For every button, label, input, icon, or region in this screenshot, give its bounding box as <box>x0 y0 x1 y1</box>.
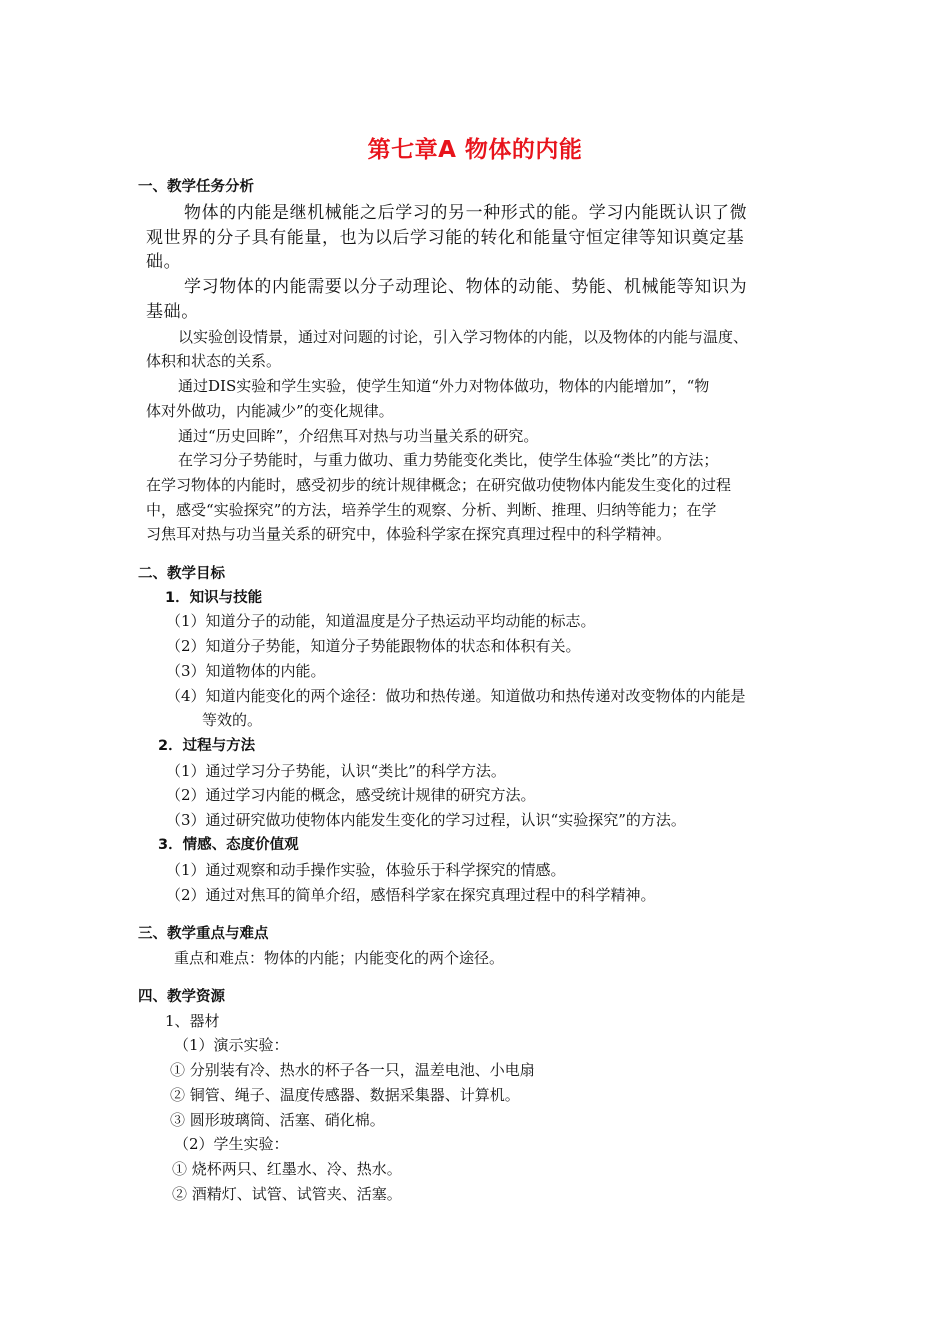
list-item: （1）通过学习分子势能，认识“类比”的科学方法。 <box>166 762 506 780</box>
subsection-heading: 1．知识与技能 <box>165 590 263 606</box>
paragraph-line: 学习物体的内能需要以分子动理论、物体的动能、势能、机械能等知识为 <box>184 277 748 297</box>
page-title: 第七章A 物体的内能 <box>367 137 583 163</box>
paragraph-line: 重点和难点：物体的内能；内能变化的两个途径。 <box>174 949 505 967</box>
paragraph-line: 以实验创设情景，通过对问题的讨论，引入学习物体的内能，以及物体的内能与温度、 <box>178 328 749 346</box>
subsection-heading: 1、器材 <box>165 1012 220 1030</box>
list-item: ③ 圆形玻璃筒、活塞、硝化棉。 <box>170 1111 385 1129</box>
list-item: （3）通过研究做功使物体内能发生变化的学习过程，认识“实验探究”的方法。 <box>166 811 686 829</box>
list-item: （2）通过对焦耳的简单介绍，感悟科学家在探究真理过程中的科学精神。 <box>166 886 656 904</box>
subsection-heading: 2．过程与方法 <box>158 738 256 754</box>
list-item-continuation: 等效的。 <box>202 711 263 729</box>
list-item: （4）知道内能变化的两个途径：做功和热传递。知道做功和热传递对改变物体的内能是 <box>166 687 746 705</box>
list-item: （1）知道分子的动能，知道温度是分子热运动平均动能的标志。 <box>166 612 596 630</box>
list-item: （2）通过学习内能的概念，感受统计规律的研究方法。 <box>166 786 536 804</box>
list-item: （1）通过观察和动手操作实验，体验乐于科学探究的情感。 <box>166 861 566 879</box>
section-heading: 一、教学任务分析 <box>138 179 254 195</box>
paragraph-line: 础。 <box>146 252 182 272</box>
paragraph-line: 体对外做功，内能减少”的变化规律。 <box>146 402 394 420</box>
list-item: （3）知道物体的内能。 <box>166 662 326 680</box>
paragraph-line: 在学习分子势能时，与重力做功、重力势能变化类比，使学生体验“类比”的方法； <box>178 451 719 469</box>
paragraph-line: 观世界的分子具有能量，也为以后学习能的转化和能量守恒定律等知识奠定基 <box>146 228 745 248</box>
list-item: （1）演示实验： <box>174 1036 289 1054</box>
list-item: ② 铜管、绳子、温度传感器、数据采集器、计算机。 <box>170 1086 520 1104</box>
list-item: ① 分别装有冷、热水的杯子各一只，温差电池、小电扇 <box>170 1061 535 1079</box>
paragraph-line: 通过DIS实验和学生实验，使学生知道“外力对物体做功，物体的内能增加”，“物 <box>178 377 710 395</box>
list-item: ① 烧杯两只、红墨水、冷、热水。 <box>172 1160 402 1178</box>
section-heading: 四、教学资源 <box>138 989 225 1005</box>
subsection-heading: 3．情感、态度价值观 <box>158 837 299 853</box>
list-item: ② 酒精灯、试管、试管夹、活塞。 <box>172 1185 402 1203</box>
paragraph-line: 通过“历史回眸”，介绍焦耳对热与功当量关系的研究。 <box>178 427 539 445</box>
list-item: （2）学生实验： <box>174 1135 289 1153</box>
paragraph-line: 在学习物体的内能时，感受初步的统计规律概念；在研究做功使物体内能发生变化的过程 <box>146 476 732 494</box>
list-item: （2）知道分子势能，知道分子势能跟物体的状态和体积有关。 <box>166 637 581 655</box>
section-heading: 二、教学目标 <box>138 566 225 582</box>
paragraph-line: 习焦耳对热与功当量关系的研究中，体验科学家在探究真理过程中的科学精神。 <box>146 525 672 543</box>
paragraph-line: 物体的内能是继机械能之后学习的另一种形式的能。学习内能既认识了微 <box>184 203 748 223</box>
paragraph-line: 基础。 <box>146 302 199 322</box>
paragraph-line: 中，感受“实验探究”的方法，培养学生的观察、分析、判断、推理、归纳等能力；在学 <box>146 501 717 519</box>
paragraph-line: 体积和状态的关系。 <box>146 352 282 370</box>
section-heading: 三、教学重点与难点 <box>138 926 269 942</box>
